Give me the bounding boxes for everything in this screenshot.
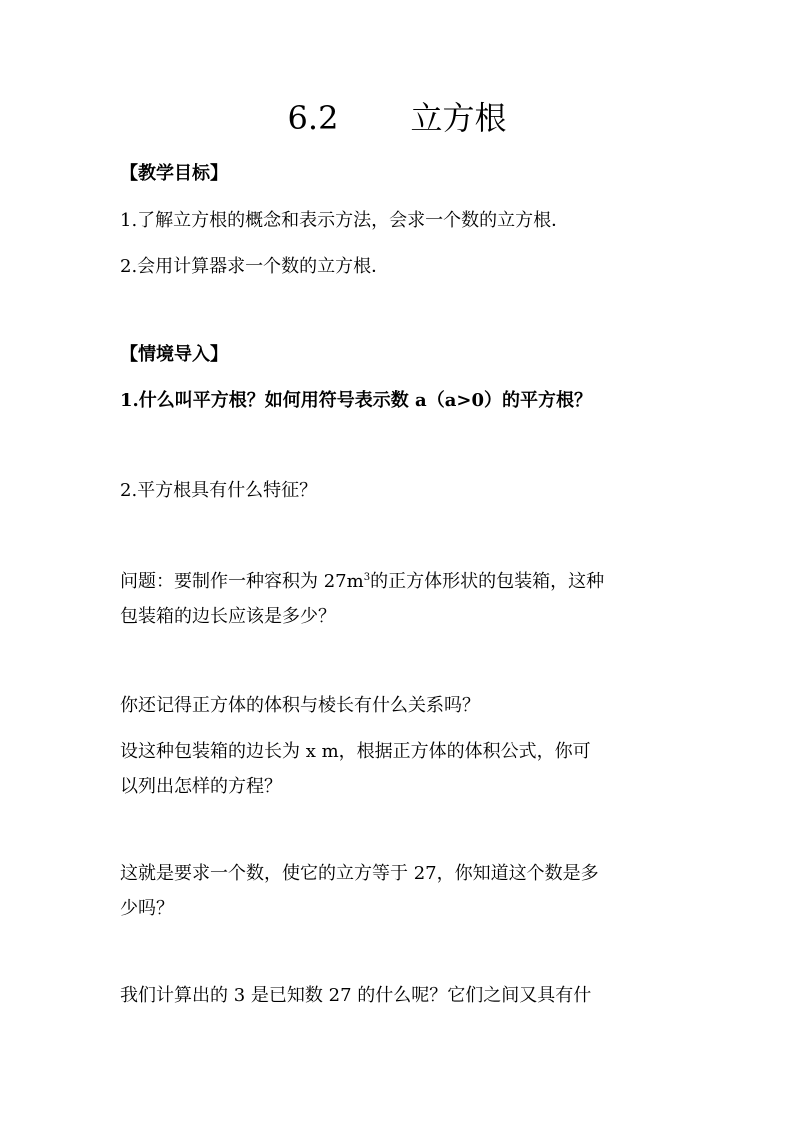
objectives-heading: 【教学目标】 <box>120 163 228 184</box>
paragraph-3-line-1: 这就是要求一个数，使它的立方等于 27，你知道这个数是多 <box>120 863 599 884</box>
page-title <box>0 96 794 140</box>
objective-item-1: 1.了解立方根的概念和表示方法，会求一个数的立方根． <box>120 210 570 231</box>
problem-text-a: 问题：要制作一种容积为 27m <box>120 571 364 592</box>
section-title: 立方根 <box>410 99 507 137</box>
cubic-superscript: 3 <box>363 572 371 583</box>
paragraph-2-line-1: 设这种包装箱的边长为 x m，根据正方体的体积公式，你可 <box>120 741 591 762</box>
section-number: 6.2 <box>287 99 339 137</box>
paragraph-2-line-2: 以列出怎样的方程？ <box>120 776 282 797</box>
paragraph-4-line-1: 我们计算出的 3 是已知数 27 的什么呢？它们之间又具有什 <box>120 985 592 1006</box>
problem-line-2: 包装箱的边长应该是多少？ <box>120 606 336 627</box>
problem-text-b: 的正方体形状的包装箱，这种 <box>370 571 605 592</box>
problem-line-1 <box>120 564 680 600</box>
paragraph-3-line-2: 少吗？ <box>120 898 174 919</box>
paragraph-1: 你还记得正方体的体积与棱长有什么关系吗？ <box>120 695 480 716</box>
intro-heading: 【情境导入】 <box>120 344 228 365</box>
objective-item-2: 2.会用计算器求一个数的立方根． <box>120 256 390 277</box>
intro-question-1: 1.什么叫平方根？如何用符号表示数 a（a>0）的平方根？ <box>120 390 592 411</box>
intro-question-2: 2.平方根具有什么特征？ <box>120 480 318 501</box>
